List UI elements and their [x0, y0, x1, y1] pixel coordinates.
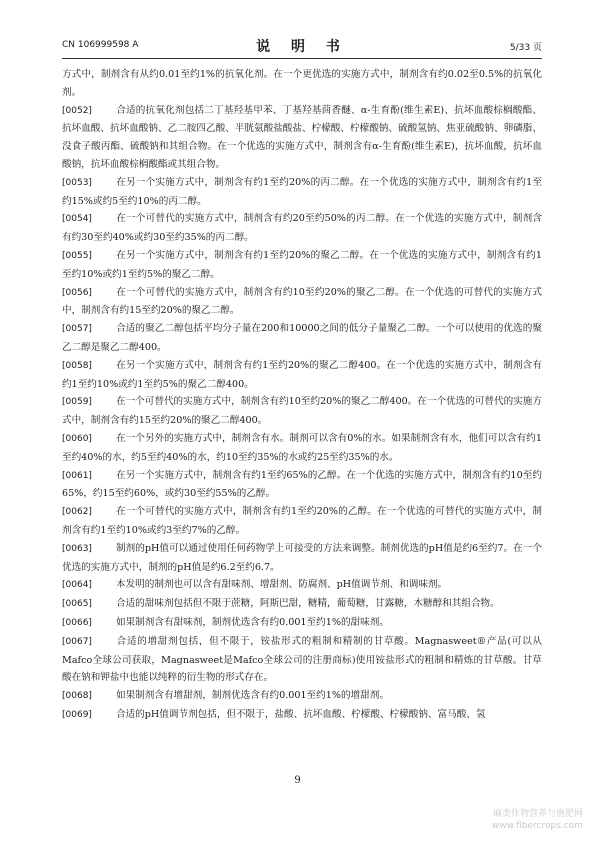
paragraph-number: [0059]	[62, 397, 92, 408]
paragraph	[62, 706, 542, 725]
paragraph-number: [0061]	[62, 470, 92, 481]
paragraph-number: [0052]	[62, 105, 92, 116]
paragraph-text: 制剂的pH值可以通过使用任何药物学上可接受的方法来调整。制剂优选的pH值是约6至约7。在一个优选的实施方式中，制剂的pH值是约6.2至约6.7。	[62, 542, 542, 573]
watermark-url: www.fibercrops.com	[492, 821, 583, 831]
paragraph-number: [0067]	[62, 636, 92, 647]
paragraph-text: 如果制剂含有增甜剂，制剂优选含有约0.001至约1%的增甜剂。	[116, 690, 389, 702]
paragraph-number: [0057]	[62, 324, 92, 335]
paragraph-number: [0065]	[62, 599, 92, 610]
paragraph-number: [0068]	[62, 691, 92, 702]
paragraph-number: [0066]	[62, 617, 92, 628]
paragraph	[62, 320, 542, 357]
paragraph	[62, 467, 542, 504]
document-title: 说 明 书	[256, 39, 348, 55]
paragraph	[62, 430, 542, 467]
paragraph	[62, 247, 542, 284]
paragraph-text: 在另一个实施方式中，制剂含有约1至约65%的乙醇。在一个优选的实施方式中，制剂含有约10至约65%，约15至约60%，或约30至约55%的乙醇。	[62, 469, 542, 500]
paragraph-text: 本发明的制剂也可以含有甜味剂、增甜剂、防腐剂、pH值调节剂、和调味剂。	[116, 579, 448, 591]
document-body	[62, 66, 542, 725]
paragraph-number: [0063]	[62, 543, 92, 554]
paragraph	[62, 210, 542, 247]
paragraph	[62, 614, 542, 633]
paragraph	[62, 66, 542, 102]
paragraph	[62, 284, 542, 321]
watermark	[363, 808, 583, 832]
page-counter: 5/33 页	[509, 43, 542, 53]
paragraph	[62, 503, 542, 540]
paragraph	[62, 393, 542, 430]
paragraph-text: 合适的甜味剂包括但不限于蔗糖，阿斯巴甜，糖精，葡萄糖，甘露糖，木糖醇和其组合物。	[116, 598, 500, 610]
paragraph	[62, 595, 542, 614]
paragraph-number: [0060]	[62, 433, 92, 444]
paragraph-text: 合适的聚乙二醇包括平均分子量在200和10000之间的低分子量聚乙二醇。一个可以使用的优选的聚乙二醇是聚乙二醇400。	[62, 323, 542, 353]
paragraph-text: 在一个可替代的实施方式中，制剂含有约10至约20%的聚乙二醇400。在一个优选的可替代的实施方式中，制剂含有约15至约20%的聚乙二醇400。	[62, 396, 542, 427]
paragraph-text: 在一个可替代的实施方式中，制剂含有约20至约50%的丙二醇。在一个优选的实施方式中，制剂含有约30至约40%或约30至约35%的丙二醇。	[62, 213, 542, 244]
paragraph	[62, 576, 542, 595]
paragraph-text: 在一个可替代的实施方式中，制剂含有约10至约20%的聚乙二醇。在一个优选的可替代的实施方式中，制剂含有约15至约20%的聚乙二醇。	[62, 286, 542, 317]
watermark-name: 麻类作物营养与施肥网	[492, 809, 583, 819]
paragraph-text: 在一个可替代的实施方式中，制剂含有约1至约20%的乙醇。在一个优选的可替代的实施方式中，制剂含有约1至约10%或约3至约7%的乙醇。	[62, 506, 542, 536]
page-number: 9	[294, 775, 301, 786]
paragraph-number: [0058]	[62, 360, 92, 371]
paragraph	[62, 174, 542, 211]
paragraph-number: [0069]	[62, 709, 92, 720]
paragraph-text: 合适的pH值调节剂包括，但不限于，盐酸、抗坏血酸、柠檬酸、柠檬酸钠、富马酸、氢	[116, 708, 486, 720]
paragraph-number: [0064]	[62, 580, 92, 591]
paragraph-text: 合适的抗氧化剂包括二丁基羟基甲苯、丁基羟基茴香醚、α-生育酚(维生素E)、抗坏血酸棕榈酸酯、抗坏血酸、抗坏血酸钠、乙二胺四乙酸、半胱氨酸盐酸盐、柠檬酸、柠檬酸钠、硫酸氢钠、焦亚硫酸钠、卵磷脂、没食子酸丙酯、硫酸钠和其组合物。在一个优选的实施方式中，制剂含有α-生育酚(维生素E)，抗坏血酸，抗坏血酸钠，抗坏血酸棕榈酸酯或其组合物。	[62, 104, 542, 170]
paragraph	[62, 633, 542, 687]
paragraph-number: [0055]	[62, 250, 92, 261]
paragraph-number: [0054]	[62, 214, 92, 225]
paragraph-text: 在另一个实施方式中，制剂含有约1至约20%的丙二醇。在一个优选的实施方式中，制剂含有约1至约15%或约5至约10%的丙二醇。	[62, 176, 542, 207]
paragraph	[62, 357, 542, 394]
paragraph	[62, 102, 542, 174]
paragraph-text: 在另一个实施方式中，制剂含有约1至约20%的聚乙二醇。在一个优选的实施方式中，制剂含有约1至约10%或约1至约5%的聚乙二醇。	[62, 249, 542, 280]
paragraph-text: 在一个另外的实施方式中，制剂含有水。制剂可以含有0%的水。如果制剂含有水，他们可以含有约1至约40%的水，约5至约40%的水，约10至约35%的水或约25至约35%的水。	[62, 432, 542, 463]
paragraph-number: [0056]	[62, 287, 92, 298]
paragraph-text: 在另一个实施方式中，制剂含有约1至约20%的聚乙二醇400。在一个优选的实施方式中，制剂含有约1至约10%或约1至约5%的聚乙二醇400。	[62, 359, 542, 390]
paragraph-text: 方式中，制剂含有从约0.01至约1%的抗氧化剂。在一个更优选的实施方式中，制剂含有约0.02至0.5%的抗氧化剂。	[62, 69, 542, 98]
header-divider	[62, 58, 542, 59]
paragraph	[62, 540, 542, 577]
document-id: CN 106999598 A	[62, 40, 139, 50]
paragraph-number: [0053]	[62, 177, 92, 188]
paragraph-text: 合适的增甜剂包括，但不限于，铵盐形式的粗制和精制的甘草酸。Magnasweet®产品(可以从Mafco全球公司获取，Magnasweet是Mafco全球公司的注册商标)使用铵盐形式的粗制和精炼的甘草酸。甘草酸在钠和钾盐中也能以纯粹的衍生物的形式存在。	[62, 635, 542, 684]
paragraph-text: 如果制剂含有甜味剂，制剂优选含有约0.001至约1%的甜味剂。	[116, 616, 389, 628]
page-header	[62, 36, 542, 54]
paragraph	[62, 687, 542, 706]
paragraph-number: [0062]	[62, 507, 92, 518]
